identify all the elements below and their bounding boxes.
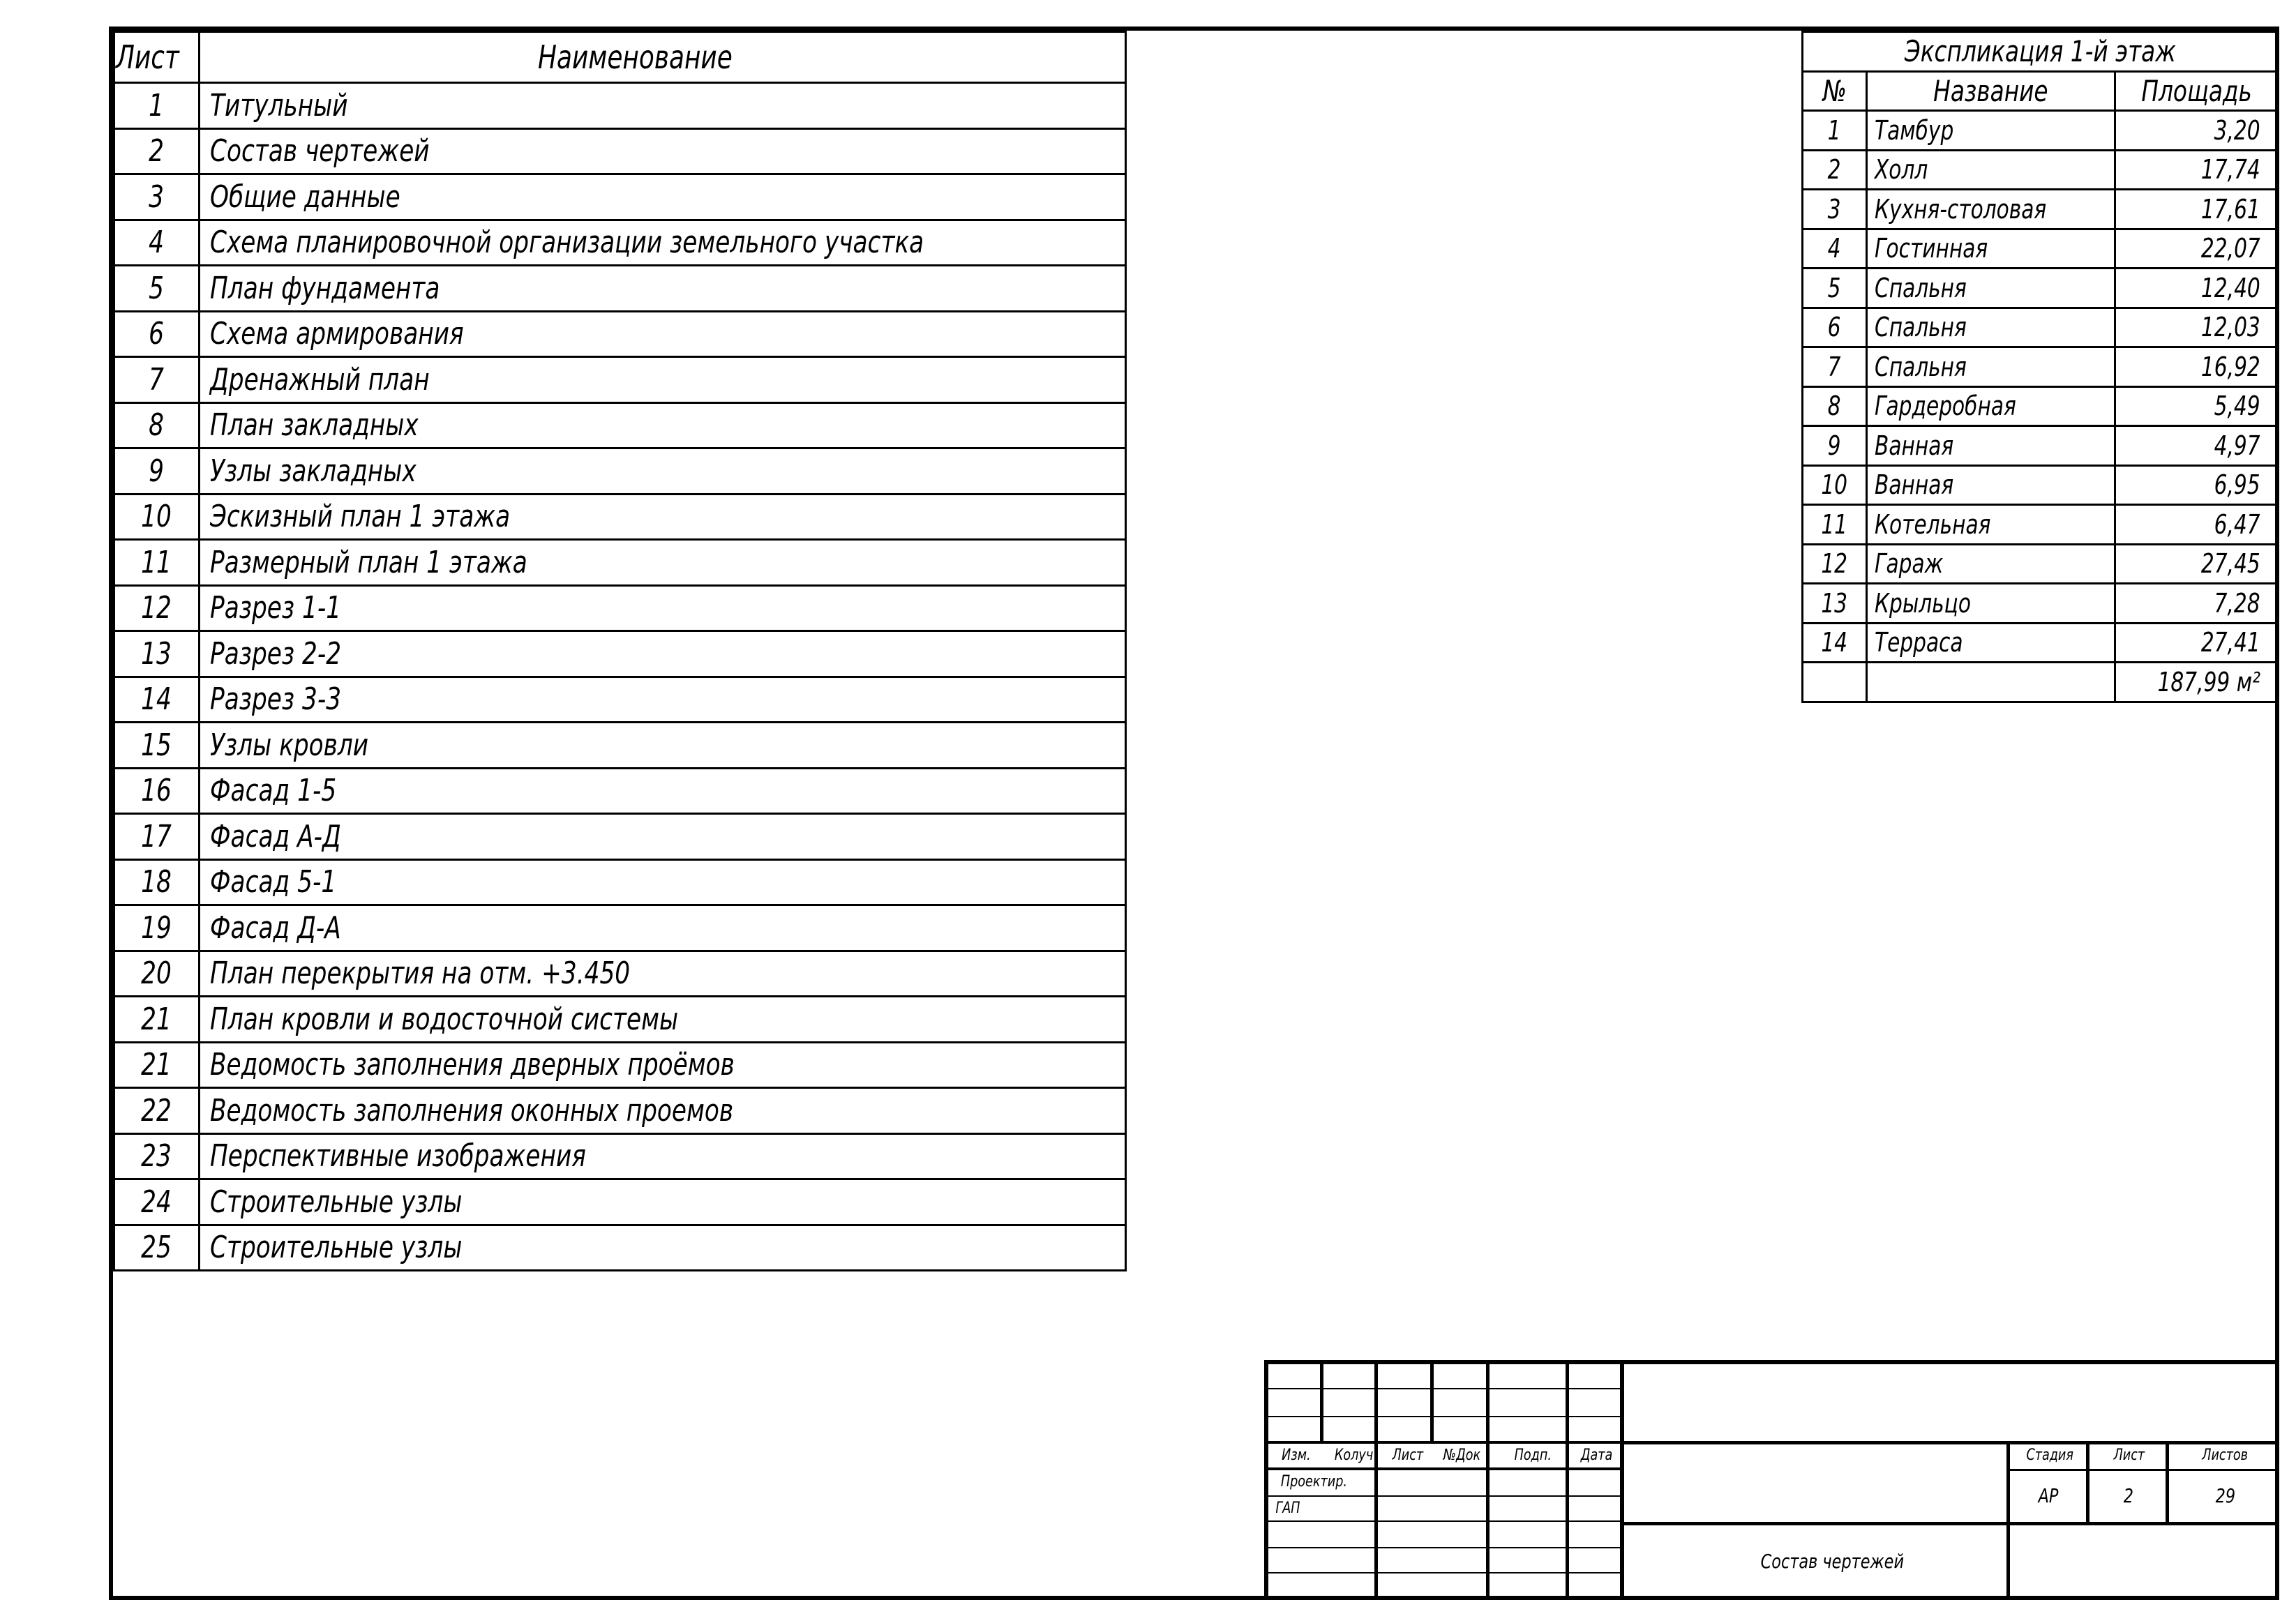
sheet-number: 23 bbox=[114, 1133, 200, 1179]
drawing-list-table bbox=[113, 31, 1127, 1271]
drawing-list-row bbox=[114, 128, 1126, 174]
tb-sheet-header: Лист bbox=[2113, 1447, 2145, 1464]
sheet-name: План фундамента bbox=[199, 266, 1126, 312]
sheet-number: 1 bbox=[114, 83, 200, 129]
room-name: Спальня bbox=[1867, 308, 2115, 347]
explication-row bbox=[1803, 111, 2279, 151]
room-number: 2 bbox=[1803, 150, 1867, 190]
room-name: Спальня bbox=[1867, 269, 2115, 308]
room-area: 4,97 bbox=[2115, 426, 2279, 466]
room-area: 27,41 bbox=[2115, 623, 2279, 663]
sheet-name: Строительные узлы bbox=[199, 1225, 1126, 1271]
room-area: 22,07 bbox=[2115, 229, 2279, 269]
explication-table bbox=[1801, 31, 2279, 703]
sheet-name: Строительные узлы bbox=[199, 1179, 1126, 1225]
tb-line bbox=[1566, 1360, 1569, 1600]
tb-role-designer: Проектир. bbox=[1280, 1473, 1347, 1490]
tb-sheets-value: 29 bbox=[2215, 1484, 2236, 1507]
room-number: 10 bbox=[1803, 465, 1867, 505]
room-area: 7,28 bbox=[2115, 584, 2279, 624]
tb-line bbox=[1264, 1467, 1620, 1470]
tb-line bbox=[1430, 1360, 1434, 1444]
explication-header-number: № bbox=[1803, 71, 1867, 111]
header-name: Наименование bbox=[199, 32, 1126, 83]
room-number: 6 bbox=[1803, 308, 1867, 347]
tb-col-kol: Колуч bbox=[1334, 1447, 1374, 1464]
explication-title-row bbox=[1803, 32, 2279, 72]
sheet-name: Титульный bbox=[199, 83, 1126, 129]
sheet-number: 6 bbox=[114, 311, 200, 357]
drawing-list-row bbox=[114, 905, 1126, 951]
room-area: 5,49 bbox=[2115, 386, 2279, 426]
tb-line bbox=[1264, 1416, 1620, 1417]
explication-row bbox=[1803, 386, 2279, 426]
sheet-name: Ведомость заполнения оконных проемов bbox=[199, 1088, 1126, 1134]
explication-row bbox=[1803, 505, 2279, 545]
tb-col-data: Дата bbox=[1580, 1447, 1613, 1464]
tb-role-gap: ГАП bbox=[1275, 1500, 1300, 1517]
sheet-number: 22 bbox=[114, 1088, 200, 1134]
drawing-list-row bbox=[114, 540, 1126, 586]
room-area: 27,45 bbox=[2115, 544, 2279, 584]
tb-line bbox=[1374, 1360, 1378, 1600]
room-area: 3,20 bbox=[2115, 111, 2279, 151]
explication-header-name: Название bbox=[1867, 71, 2115, 111]
sheet-number: 17 bbox=[114, 814, 200, 860]
tb-line bbox=[1264, 1441, 1620, 1444]
sheet-name: Дренажный план bbox=[199, 357, 1126, 403]
tb-line bbox=[1264, 1547, 1620, 1548]
room-area: 12,03 bbox=[2115, 308, 2279, 347]
sheet-name: Фасад 1-5 bbox=[199, 768, 1126, 814]
drawing-list-row bbox=[114, 174, 1126, 220]
explication-row bbox=[1803, 150, 2279, 190]
drawing-list-row bbox=[114, 1225, 1126, 1271]
sheet-name: Эскизный план 1 этажа bbox=[199, 494, 1126, 540]
tb-stage-value: АР bbox=[2038, 1484, 2059, 1507]
tb-line bbox=[1620, 1441, 2279, 1444]
sheet-name: План кровли и водосточной системы bbox=[199, 997, 1126, 1043]
tb-col-list: Лист bbox=[1392, 1447, 1424, 1464]
room-area: 6,47 bbox=[2115, 505, 2279, 545]
tb-line bbox=[1264, 1495, 1620, 1497]
sheet-number: 7 bbox=[114, 357, 200, 403]
sheet-name: Состав чертежей bbox=[199, 128, 1126, 174]
sheet-number: 12 bbox=[114, 585, 200, 631]
room-name: Гостинная bbox=[1867, 229, 2115, 269]
room-number: 7 bbox=[1803, 347, 1867, 387]
drawing-list-row bbox=[114, 814, 1126, 860]
sheet-number: 13 bbox=[114, 631, 200, 677]
tb-col-izm: Изм. bbox=[1282, 1447, 1311, 1464]
drawing-list-row bbox=[114, 83, 1126, 129]
sheet-number: 8 bbox=[114, 402, 200, 448]
tb-sheet-value: 2 bbox=[2123, 1484, 2134, 1507]
sheet-number: 9 bbox=[114, 448, 200, 495]
tb-sheets-header: Листов bbox=[2202, 1447, 2248, 1464]
sheet-name: Перспективные изображения bbox=[199, 1133, 1126, 1179]
explication-header bbox=[1803, 71, 2279, 111]
tb-col-ndoc: №Док bbox=[1443, 1447, 1481, 1464]
sheet-name: План перекрытия на отм. +3.450 bbox=[199, 951, 1126, 997]
drawing-list-row bbox=[114, 220, 1126, 266]
sheet-number: 20 bbox=[114, 951, 200, 997]
drawing-list-row bbox=[114, 723, 1126, 769]
drawing-list-row bbox=[114, 357, 1126, 403]
sheet-number: 2 bbox=[114, 128, 200, 174]
sheet-number: 19 bbox=[114, 905, 200, 951]
sheet-number: 4 bbox=[114, 220, 200, 266]
tb-col-podp: Подп. bbox=[1514, 1447, 1552, 1464]
total-empty bbox=[1803, 663, 1867, 702]
tb-line bbox=[2006, 1469, 2279, 1471]
sheet-name: Фасад А-Д bbox=[199, 814, 1126, 860]
sheet-name: Схема армирования bbox=[199, 311, 1126, 357]
room-area: 6,95 bbox=[2115, 465, 2279, 505]
drawing-list-row bbox=[114, 951, 1126, 997]
room-number: 8 bbox=[1803, 386, 1867, 426]
tb-line bbox=[1264, 1388, 1620, 1389]
sheet-name: План закладных bbox=[199, 402, 1126, 448]
sheet-name: Узлы закладных bbox=[199, 448, 1126, 495]
room-number: 5 bbox=[1803, 269, 1867, 308]
sheet-number: 3 bbox=[114, 174, 200, 220]
drawing-list-row bbox=[114, 266, 1126, 312]
room-name: Ванная bbox=[1867, 426, 2115, 466]
total-empty bbox=[1867, 663, 2115, 702]
drawing-list-row bbox=[114, 448, 1126, 495]
tb-line bbox=[1264, 1520, 1620, 1522]
explication-row bbox=[1803, 269, 2279, 308]
room-name: Холл bbox=[1867, 150, 2115, 190]
tb-line bbox=[2006, 1441, 2010, 1600]
room-number: 13 bbox=[1803, 584, 1867, 624]
tb-line bbox=[1264, 1572, 1620, 1573]
sheet-name: Общие данные bbox=[199, 174, 1126, 220]
drawing-list-row bbox=[114, 997, 1126, 1043]
explication-row bbox=[1803, 426, 2279, 466]
explication-row bbox=[1803, 584, 2279, 624]
tb-sheet-title: Состав чертежей bbox=[1760, 1550, 1905, 1573]
sheet-number: 15 bbox=[114, 723, 200, 769]
drawing-list-row bbox=[114, 311, 1126, 357]
sheet-number: 24 bbox=[114, 1179, 200, 1225]
room-name: Крыльцо bbox=[1867, 584, 2115, 624]
drawing-list-row bbox=[114, 1088, 1126, 1134]
drawing-list-row bbox=[114, 494, 1126, 540]
sheet-name: Фасад Д-А bbox=[199, 905, 1126, 951]
sheet-number: 5 bbox=[114, 266, 200, 312]
sheet-name: Узлы кровли bbox=[199, 723, 1126, 769]
room-name: Терраса bbox=[1867, 623, 2115, 663]
tb-line bbox=[1264, 1360, 1268, 1600]
drawing-list-row bbox=[114, 402, 1126, 448]
room-area: 17,74 bbox=[2115, 150, 2279, 190]
drawing-list-header bbox=[114, 32, 1126, 83]
room-number: 14 bbox=[1803, 623, 1867, 663]
sheet-name: Разрез 3-3 bbox=[199, 677, 1126, 723]
sheet-number: 16 bbox=[114, 768, 200, 814]
title-block bbox=[1264, 1360, 2279, 1600]
drawing-list-row bbox=[114, 768, 1126, 814]
explication-row bbox=[1803, 347, 2279, 387]
tb-line bbox=[1320, 1360, 1323, 1444]
explication-header-area: Площадь bbox=[2115, 71, 2279, 111]
explication-row bbox=[1803, 465, 2279, 505]
drawing-list-row bbox=[114, 631, 1126, 677]
sheet-number: 14 bbox=[114, 677, 200, 723]
room-area: 16,92 bbox=[2115, 347, 2279, 387]
drawing-list-row bbox=[114, 859, 1126, 905]
drawing-list-row bbox=[114, 585, 1126, 631]
sheet-number: 21 bbox=[114, 1042, 200, 1088]
sheet-name: Разрез 1-1 bbox=[199, 585, 1126, 631]
room-name: Гараж bbox=[1867, 544, 2115, 584]
sheet-number: 10 bbox=[114, 494, 200, 540]
sheet-name: Размерный план 1 этажа bbox=[199, 540, 1126, 586]
room-number: 11 bbox=[1803, 505, 1867, 545]
sheet-name: Фасад 5-1 bbox=[199, 859, 1126, 905]
tb-line bbox=[2086, 1441, 2089, 1522]
sheet-number: 11 bbox=[114, 540, 200, 586]
drawing-list-row bbox=[114, 1179, 1126, 1225]
room-name: Тамбур bbox=[1867, 111, 2115, 151]
explication-row bbox=[1803, 623, 2279, 663]
room-name: Ванная bbox=[1867, 465, 2115, 505]
drawing-list-row bbox=[114, 677, 1126, 723]
drawing-list-row bbox=[114, 1133, 1126, 1179]
sheet-name: Схема планировочной организации земельного участка bbox=[199, 220, 1126, 266]
explication-row bbox=[1803, 544, 2279, 584]
room-number: 1 bbox=[1803, 111, 1867, 151]
room-area: 17,61 bbox=[2115, 190, 2279, 229]
sheet-name: Ведомость заполнения дверных проёмов bbox=[199, 1042, 1126, 1088]
room-number: 3 bbox=[1803, 190, 1867, 229]
explication-title: Экспликация 1-й этаж bbox=[1803, 32, 2279, 72]
sheet-number: 18 bbox=[114, 859, 200, 905]
tb-line bbox=[1620, 1360, 1624, 1600]
room-area: 12,40 bbox=[2115, 269, 2279, 308]
header-sheet: Лист bbox=[114, 32, 200, 83]
room-name: Спальня bbox=[1867, 347, 2115, 387]
tb-stage-header: Стадия bbox=[2026, 1447, 2073, 1464]
room-number: 4 bbox=[1803, 229, 1867, 269]
room-number: 9 bbox=[1803, 426, 1867, 466]
total-area: 187,99 м² bbox=[2115, 663, 2279, 702]
sheet-name: Разрез 2-2 bbox=[199, 631, 1126, 677]
room-name: Кухня-столовая bbox=[1867, 190, 2115, 229]
tb-line bbox=[1486, 1360, 1490, 1600]
tb-line bbox=[2166, 1441, 2169, 1522]
sheet-number: 21 bbox=[114, 997, 200, 1043]
room-number: 12 bbox=[1803, 544, 1867, 584]
room-name: Котельная bbox=[1867, 505, 2115, 545]
drawing-list-row bbox=[114, 1042, 1126, 1088]
tb-line bbox=[1620, 1522, 2279, 1525]
explication-row bbox=[1803, 190, 2279, 229]
explication-row bbox=[1803, 308, 2279, 347]
explication-total-row bbox=[1803, 663, 2279, 702]
tb-line bbox=[1264, 1360, 2279, 1364]
explication-row bbox=[1803, 229, 2279, 269]
room-name: Гардеробная bbox=[1867, 386, 2115, 426]
sheet-number: 25 bbox=[114, 1225, 200, 1271]
